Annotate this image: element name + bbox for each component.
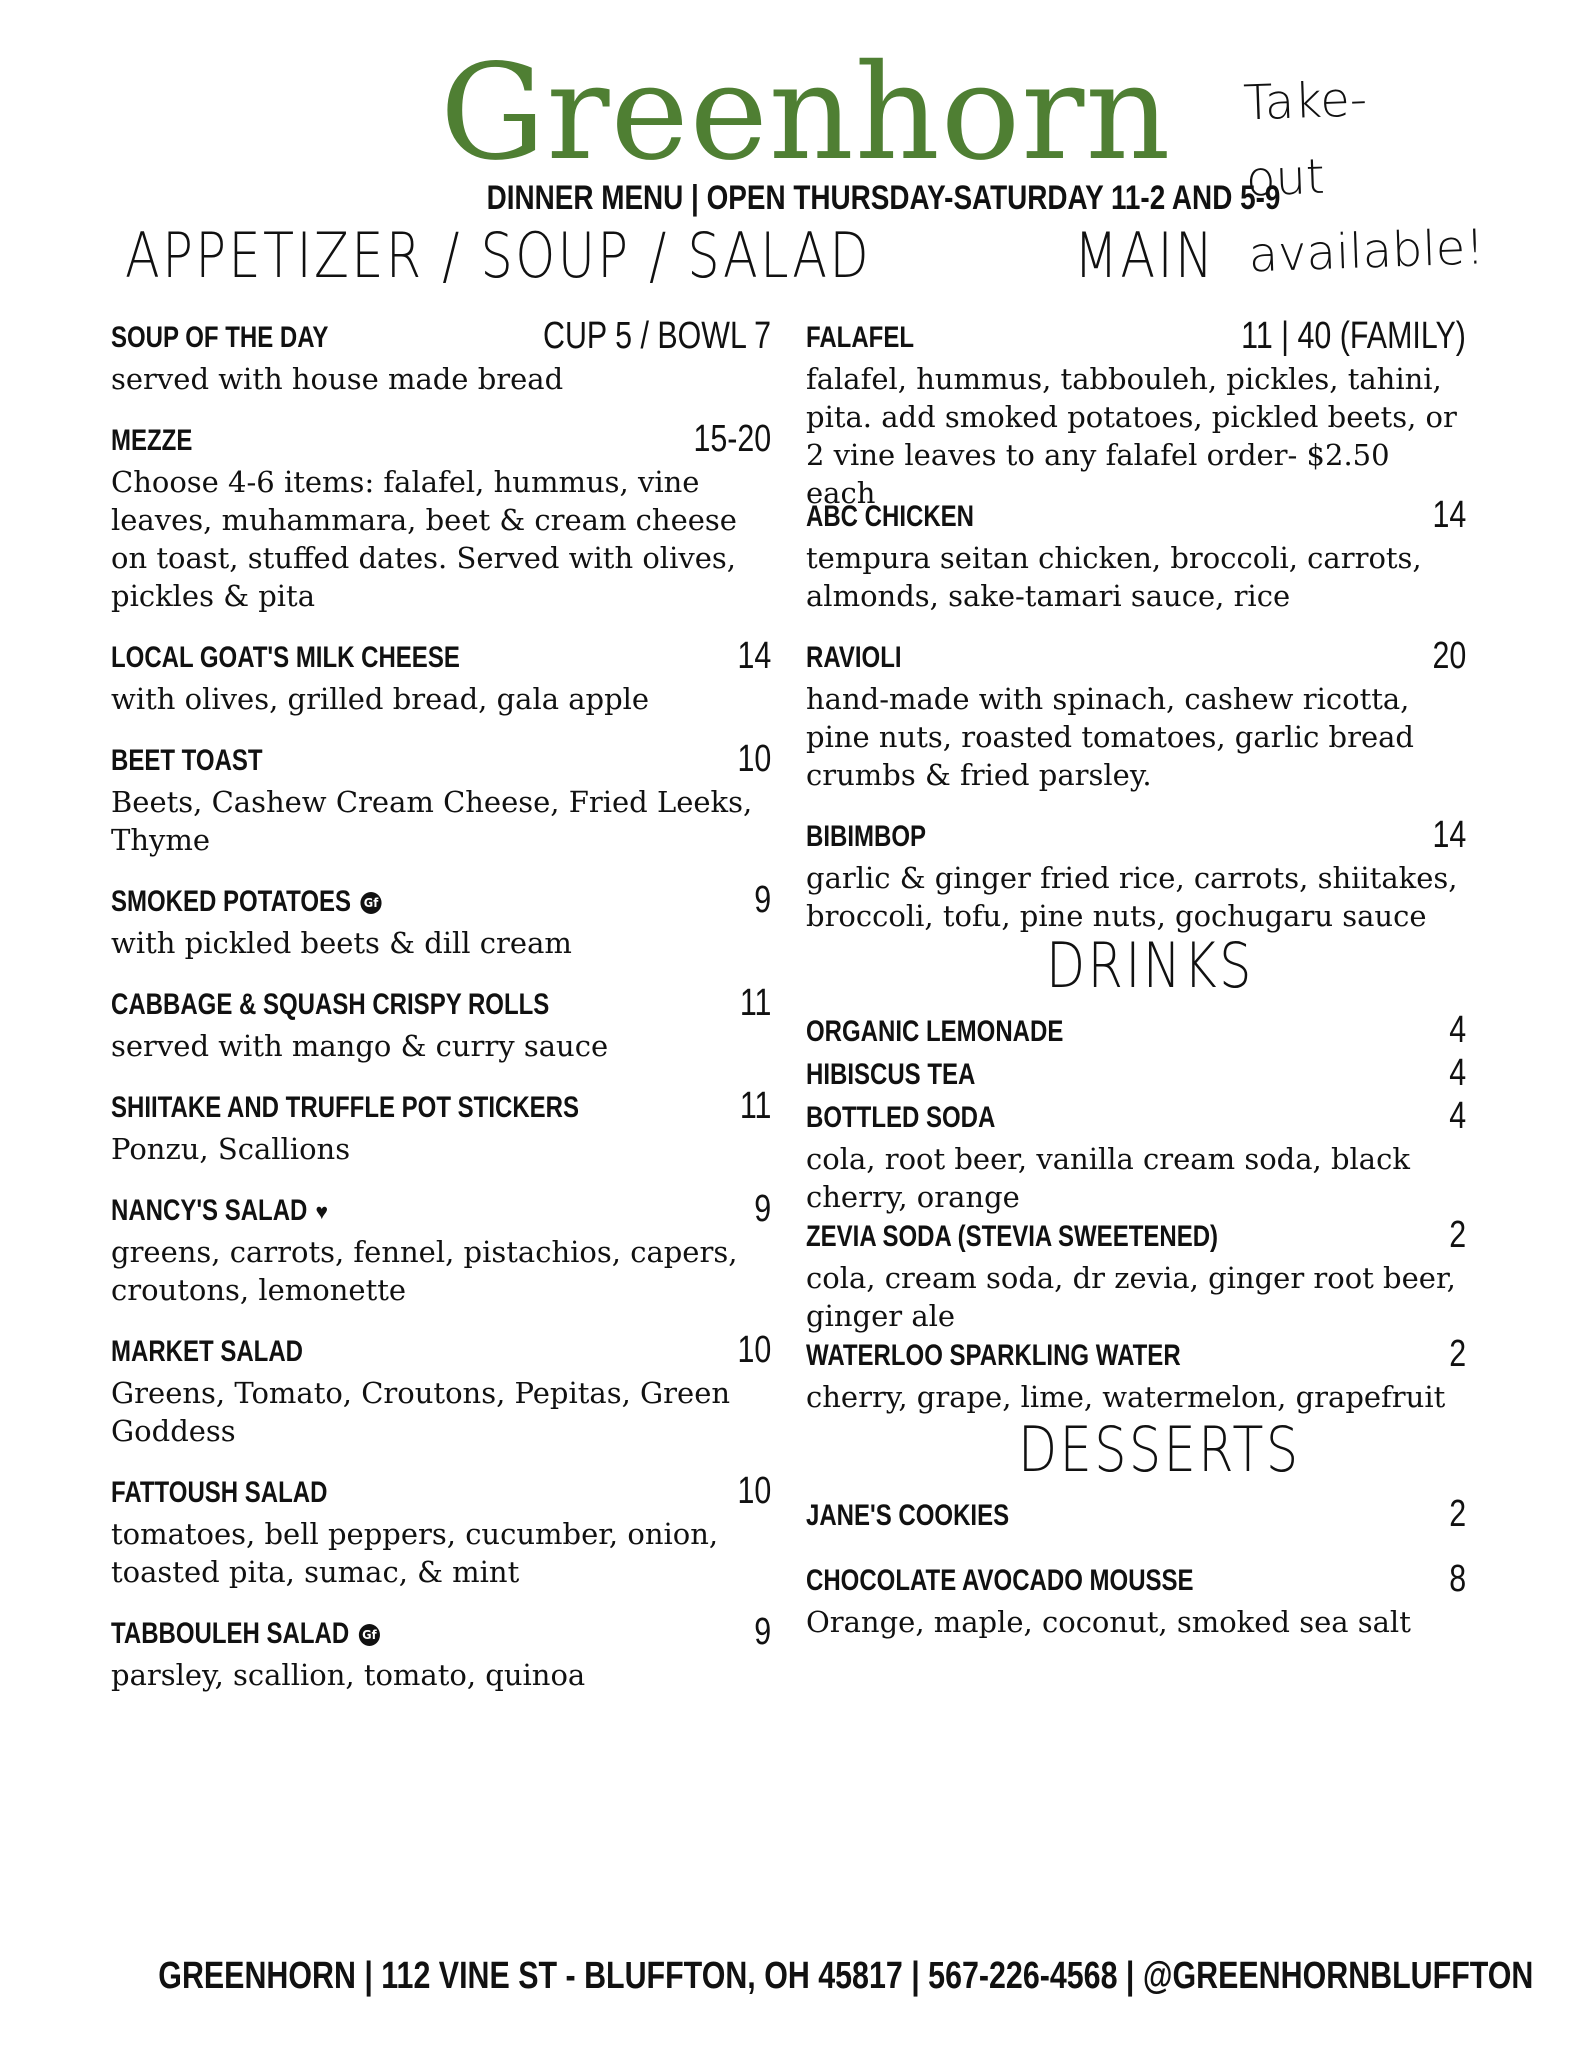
menu-item [806,1009,1466,1052]
item-description: with olives, grilled bread, gala apple [111,682,650,716]
desserts-section-title: DESSERTS [1018,1413,1301,1486]
item-description: Beets, Cashew Cream Cheese, Fried Leeks, Thyme [111,785,753,857]
item-description: Greens, Tomato, Croutons, Pepitas, Green Goddess [111,1376,731,1448]
item-price: 10 [737,738,771,780]
item-description: served with mango & curry sauce [111,1029,609,1063]
item-price: 14 [1432,494,1466,536]
menu-item [111,982,771,1065]
appetizer-section-title: APPETIZER / SOUP / SALAD [125,219,872,292]
item-description: Choose 4-6 items: falafel, hummus, vine leaves, muhammara, beet & cream cheese on toast, stuffed dates. Served with olives, pickles & pita [111,465,737,613]
item-name [111,1614,378,1654]
item-description: cola, cream soda, dr zevia, ginger root beer, ginger ale [806,1261,1456,1333]
gluten-free-icon: Gf [359,1624,380,1646]
item-name: MEZZE [111,424,193,457]
menu-item [806,1095,1466,1216]
item-description: parsley, scallion, tomato, quinoa [111,1658,586,1692]
item-price: 4 [1449,1052,1466,1094]
menu-item [806,1493,1466,1536]
main-section-title: MAIN [1074,219,1216,292]
drinks-section-title: DRINKS [1046,929,1254,1002]
menu-item [806,814,1466,935]
item-name: CHOCOLATE AVOCADO MOUSSE [806,1564,1194,1597]
item-name: FALAFEL [806,321,914,354]
item-price: 20 [1432,635,1466,677]
item-name [111,882,380,922]
menu-item [111,1085,771,1168]
item-price: 9 [754,1611,771,1653]
item-price: 11 [739,982,771,1024]
item-name: MARKET SALAD [111,1335,303,1368]
menu-item [111,738,771,859]
menu-item [806,494,1466,615]
item-price: 10 [737,1470,771,1512]
item-price: 15-20 [693,418,771,460]
item-description: garlic & ginger fried rice, carrots, shiitakes, broccoli, tofu, pine nuts, gochugaru sauce [806,861,1458,933]
takeout-line-2: available! [1247,219,1486,284]
item-price: 11 [739,1085,771,1127]
item-description: tempura seitan chicken, broccoli, carrots, almonds, sake-tamari sauce, rice [806,541,1422,613]
item-description: falafel, hummus, tabbouleh, pickles, tahini, pita. add smoked potatoes, pickled beets, or 2 vine leaves to any falafel order- $2.50 each [806,362,1457,510]
item-name: BEET TOAST [111,744,263,777]
item-name-text: SMOKED POTATOES [111,885,352,918]
item-price: 9 [754,1188,771,1230]
takeout-note [1242,59,1486,294]
item-description: Ponzu, Scallions [111,1132,351,1166]
item-price: 4 [1449,1095,1466,1137]
item-description: greens, carrots, fennel, pistachios, capers, croutons, lemonette [111,1235,738,1307]
item-price: 2 [1449,1493,1466,1535]
gluten-free-icon: Gf [360,892,381,914]
item-name: FATTOUSH SALAD [111,1476,328,1509]
item-description: tomatoes, bell peppers, cucumber, onion, toasted pita, sumac, & mint [111,1517,719,1589]
item-description: hand-made with spinach, cashew ricotta, pine nuts, roasted tomatoes, garlic bread crumbs & fried parsley. [806,682,1414,792]
item-name: JANE'S COOKIES [806,1499,1010,1532]
takeout-line-1: Take-out [1242,71,1369,208]
menu-item [111,879,771,962]
menu-item [806,1558,1466,1641]
menu-item [111,1329,771,1450]
menu-item [111,315,771,398]
menu-subtitle: DINNER MENU | OPEN THURSDAY-SATURDAY 11-2 AND 5-9 [486,179,1281,217]
item-price: CUP 5 / BOWL 7 [542,315,771,357]
item-price: 2 [1449,1333,1466,1375]
item-price: 9 [754,879,771,921]
menu-item [806,1333,1466,1416]
item-name: HIBISCUS TEA [806,1058,976,1091]
menu-item [806,1214,1466,1335]
item-price: 14 [1432,814,1466,856]
menu-item [806,635,1466,794]
item-name: SOUP OF THE DAY [111,321,329,354]
menu-item [111,635,771,718]
menu-item [111,1470,771,1591]
footer-contact: GREENHORN | 112 VINE ST - BLUFFTON, OH 45817 | 567-226-4568 | @GREENHORNBLUFFTON [158,1955,1534,1997]
item-description: Orange, maple, coconut, smoked sea salt [806,1605,1411,1639]
menu-item [111,418,771,615]
item-price: 10 [737,1329,771,1371]
item-name: ORGANIC LEMONADE [806,1015,1064,1048]
restaurant-logo: Greenhorn [440,36,1172,190]
item-name: RAVIOLI [806,641,902,674]
item-name: LOCAL GOAT'S MILK CHEESE [111,641,460,674]
item-price: 2 [1449,1214,1466,1256]
item-price: 11 | 40 (FAMILY) [1241,315,1466,357]
menu-item [806,1052,1466,1095]
item-name: ABC CHICKEN [806,500,974,533]
item-name [111,1191,327,1232]
menu-item [806,315,1466,512]
menu-item [111,1188,771,1309]
item-description: cherry, grape, lime, watermelon, grapefruit [806,1380,1446,1414]
item-name: WATERLOO SPARKLING WATER [806,1339,1181,1372]
item-name: ZEVIA SODA (STEVIA SWEETENED) [806,1220,1219,1253]
item-price: 8 [1449,1558,1466,1600]
item-description: served with house made bread [111,362,564,396]
item-name-text: NANCY'S SALAD [111,1194,308,1227]
item-description: cola, root beer, vanilla cream soda, black cherry, orange [806,1142,1410,1214]
item-name-text: TABBOULEH SALAD [111,1617,350,1650]
item-name: BIBIMBOP [806,820,926,853]
heart-icon: ♥ [315,1199,329,1225]
item-name: CABBAGE & SQUASH CRISPY ROLLS [111,988,550,1021]
item-price: 14 [737,635,771,677]
item-name: BOTTLED SODA [806,1101,996,1134]
item-price: 4 [1449,1009,1466,1051]
menu-item [111,1611,771,1694]
item-name: SHIITAKE AND TRUFFLE POT STICKERS [111,1091,579,1124]
item-description: with pickled beets & dill cream [111,926,572,960]
